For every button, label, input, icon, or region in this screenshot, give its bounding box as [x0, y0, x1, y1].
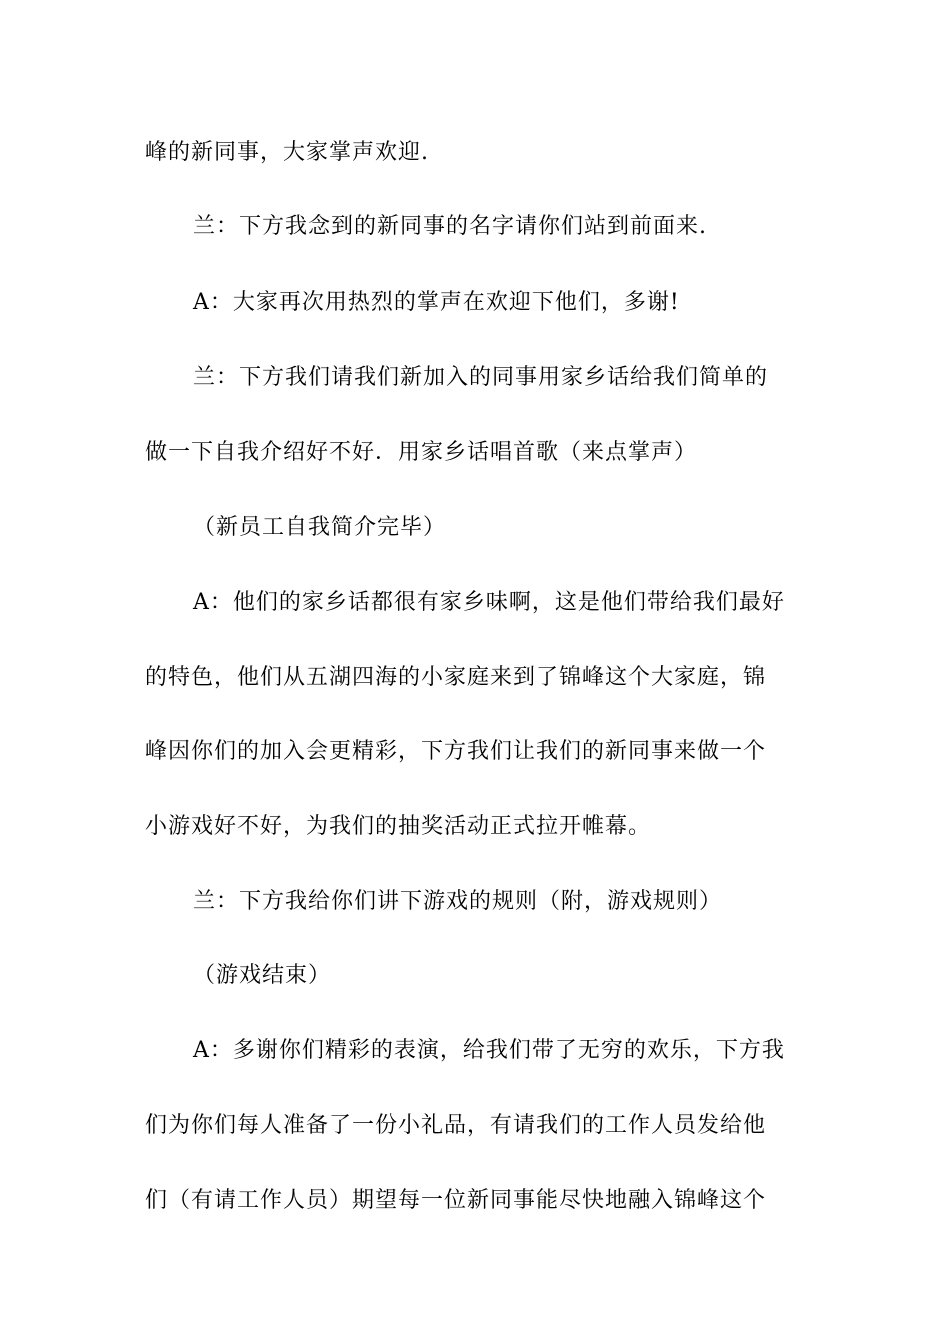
text-line: 兰：下方我们请我们新加入的同事用家乡话给我们简单的	[193, 365, 769, 390]
text-line: 们为你们每人准备了一份小礼品，有请我们的工作人员发给他	[145, 1113, 767, 1138]
text-line: （游戏结束）	[193, 963, 332, 988]
text-line: 做一下自我介绍好不好．用家乡话唱首歌（来点掌声）	[145, 440, 698, 465]
text-line: A：大家再次用热烈的掌声在欢迎下他们，多谢!	[193, 290, 680, 315]
text-line: 峰因你们的加入会更精彩，下方我们让我们的新同事来做一个	[145, 739, 767, 764]
text-line: 们（有请工作人员）期望每一位新同事能尽快地融入锦峰这个	[145, 1188, 767, 1213]
text-line: A：他们的家乡话都很有家乡味啊，这是他们带给我们最好	[193, 590, 785, 615]
text-line: （新员工自我简介完毕）	[193, 515, 447, 540]
text-line: A：多谢你们精彩的表演，给我们带了无穷的欢乐，下方我	[193, 1038, 785, 1063]
text-line: 兰：下方我给你们讲下游戏的规则（附，游戏规则）	[193, 889, 723, 914]
text-line: 的特色，他们从五湖四海的小家庭来到了锦峰这个大家庭，锦	[145, 665, 767, 690]
text-line: 小游戏好不好，为我们的抽奖活动正式拉开帷幕。	[145, 814, 652, 839]
text-line: 兰：下方我念到的新同事的名字请你们站到前面来.	[193, 214, 707, 239]
text-line: 峰的新同事，大家掌声欢迎.	[145, 140, 429, 165]
